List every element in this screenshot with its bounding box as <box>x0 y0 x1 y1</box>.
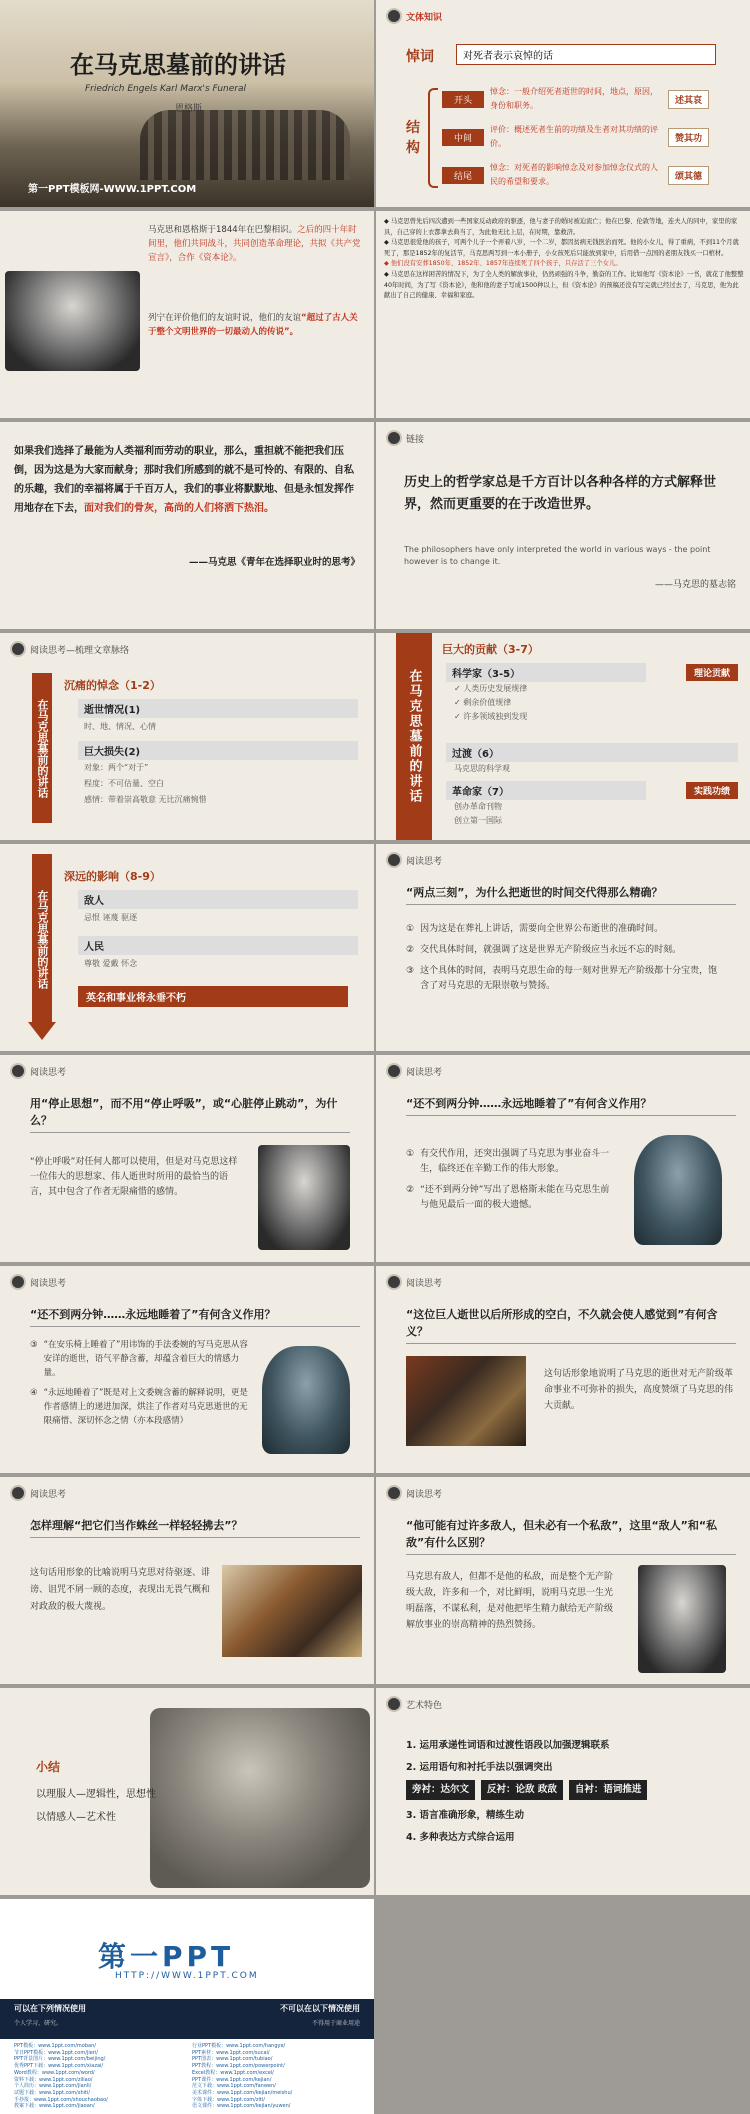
outline-people: 人民 尊敬 爱戴 怀念 <box>78 936 358 973</box>
slide-q-sleep <box>376 1055 750 1262</box>
answer-text: 马克思有敌人，但都不是他的私敌，而是整个无产阶级大敌，许多和一个，对比鲜明，说明马克思一生光明磊落，不谋私利，是对他把毕生精力献给无产阶级解放事业的崇高精神的热烈赞扬。 <box>406 1572 614 1630</box>
career-text: 如果我们选择了最能为人类福利而劳动的职业，那么，重担就不能把我们压倒，因为这是为大家而献身；那时我们所感到的就不是可怜的、有限的、自私的乐趣，我们的幸福将属于千百万人，我们的事业将默默地、但是永恒发挥作用地存在下去，面对我们的骨灰，高尚的人们将洒下热泪。 <box>14 446 354 514</box>
marx-portrait <box>638 1565 726 1673</box>
epitaph-source: ——马克思的墓志铭 <box>654 580 736 590</box>
outline-enemy: 敌人 忌恨 诬蔑 驱逐 <box>78 890 358 927</box>
slide-q-enemy <box>376 1477 750 1684</box>
list-item: 4. 多种表达方式综合运用 <box>406 1832 515 1843</box>
slide-header: 艺术特色 <box>386 1696 442 1712</box>
list-item: ◆ 他们没有安葬1850年、1852年、1857年连续死了四个孩子，只存活了三个女儿。 <box>384 260 622 268</box>
summary-line-1: 以理服人—逻辑性，思想性 <box>36 1789 156 1800</box>
answer-list <box>406 922 726 1000</box>
side-title: 在马克思墓前的讲话 <box>32 673 52 823</box>
slide-hardship <box>376 211 750 418</box>
slide-header: 阅读思考 <box>10 1485 66 1501</box>
answer-text: 这句话用形象的比喻说明马克思对待驱逐、诽谤、诅咒不屑一顾的态度，表现出无畏气概和对政敌的极大蔑视。 <box>30 1568 211 1612</box>
outline-proc: 过渡（6） 马克思的科学观 <box>446 743 738 776</box>
structure-row: 开头 悼念：一般介绍死者逝世的时间，地点，原因，身份和职务。 述其哀 <box>442 80 742 118</box>
quote-source: ——马克思《青年在选择职业时的思考》 <box>188 557 360 568</box>
slide-q-sleep-2 <box>0 1266 374 1473</box>
slide-q-thinking <box>0 1055 374 1262</box>
answer-text: 这句话形象地说明了马克思的逝世对无产阶级革命事业不可弥补的损失，高度赞颂了马克思的伟大贡献。 <box>544 1369 734 1411</box>
lenin-quote: 列宁在评价他们的友谊时说，他们的友谊“超过了古人关于整个文明世界的一切最动人的传说”。 <box>148 313 358 337</box>
marx-engels-portrait <box>5 271 140 371</box>
marx-avatar-icon <box>386 8 402 24</box>
marx-avatar-icon <box>10 1485 26 1501</box>
slide-header: 阅读思考—梳理文章脉络 <box>10 641 129 657</box>
answer-list <box>406 1147 616 1219</box>
marx-avatar-icon <box>386 1696 402 1712</box>
summary-line-2: 以情感人—艺术性 <box>36 1812 116 1823</box>
slide-header: 阅读思考 <box>386 852 442 868</box>
crowd-illustration <box>140 110 350 180</box>
page-title: 在马克思墓前的讲话 <box>70 50 286 79</box>
question: “两点三刻”，为什么把逝世的时间交代得那么精确？ <box>406 884 736 905</box>
marx-avatar-icon <box>386 1063 402 1079</box>
list-item: ① 因为这是在葬礼上讲话，需要向全世界公布逝世的准确时间。 <box>406 924 664 934</box>
slide-career-quote <box>0 422 374 629</box>
slide-art <box>376 1688 750 1895</box>
links-left: PPT模板：www.1ppt.com/moban/ 节日PPT模板：www.1ppt.com/jieri/ PPT背景图片：www.1ppt.com/beijing/ 优秀PPT下载：www.1ppt.com/xiazai/ Word教程：www.1ppt.com/word/ 资料下载：www.1ppt.com/ziliao/ 个人简历：www.1ppt.com/jianli/ 试题下载：www.1ppt.com/shiti/ 手抄报：www.1ppt.com/shouchaobao/ 教案下载：www.1ppt.com/jiaoan/ <box>14 2043 108 2110</box>
structure-row: 中间 评价：概述死者生前的功绩及生者对其功绩的评价。 赞其功 <box>442 118 742 156</box>
slide-credits <box>0 1899 374 2114</box>
answer-list <box>30 1338 250 1434</box>
marx-writing-image <box>150 1708 370 1888</box>
question: “还不到两分钟……永远地睡着了”有何含义作用？ <box>30 1306 360 1327</box>
structure-row: 结尾 悼念：对死者的影响悼念及对参加悼念仪式的人民的希望和要求。 颂其德 <box>442 156 742 194</box>
down-arrow-icon <box>28 1022 56 1040</box>
slide-q-time <box>376 844 750 1051</box>
author: 恩格斯 <box>175 104 203 114</box>
list-item: ③ “在安乐椅上睡着了”用讳饰的手法委婉的写马克思从容安详的逝世，语气平静含蓄，却蕴含着巨大的情感力量。 <box>30 1340 248 1378</box>
list-item: ④ “永远地睡着了”既是对上文委婉含蓄的解释说明，更是作者感情上的递进加深，烘注了作者对马克思逝世的无限痛惜、深切怀念之情（亦本段感情） <box>30 1388 248 1426</box>
meeting-painting <box>222 1565 362 1657</box>
art-list <box>406 1738 726 1846</box>
outline-rev: 革命家（7） 实践功绩 创办革命刊物 创立第一国际 <box>446 781 738 828</box>
structure-label: 结构 <box>406 120 420 156</box>
slide-outline-1 <box>0 633 374 840</box>
summary-title: 小结 <box>36 1760 61 1774</box>
immortal-banner: 英名和事业将永垂不朽 <box>78 986 348 1007</box>
title-en: Friedrich Engels Karl Marx's Funeral <box>85 84 246 94</box>
list-item: 2. 运用语句和衬托手法以强调突出 <box>406 1762 553 1773</box>
section-title: 深远的影响（8-9） <box>64 870 161 883</box>
side-title: 在马克思墓前的讲话 <box>32 854 52 1024</box>
crowd-painting <box>406 1356 526 1446</box>
question: 怎样理解“把它们当作蛛丝一样轻轻拂去”？ <box>30 1517 360 1538</box>
marx-avatar-icon <box>386 852 402 868</box>
slide-title <box>0 0 374 207</box>
slide-q-cobweb <box>0 1477 374 1684</box>
brand-logo: 第一PPT <box>98 1940 235 1973</box>
outline-block-b: 巨大损失(2) 对象：两个“对于” 程度：不可估量、空白 感情：带着崇高敬意 无比沉痛惋惜 <box>78 741 358 808</box>
check-item: ✓ 剩余价值规律 <box>454 698 512 707</box>
check-item: ✓ 许多领域独到发现 <box>454 712 528 721</box>
marx-avatar-icon <box>386 1485 402 1501</box>
marx-avatar-icon <box>10 1063 26 1079</box>
question: “他可能有过许多敌人，但未必有一个私敌”，这里“敌人”和“私敌”有什么区别？ <box>406 1517 736 1555</box>
slide-epitaph <box>376 422 750 629</box>
slide-header: 文体知识 <box>386 8 442 24</box>
section-title: 沉痛的悼念（1-2） <box>64 679 161 692</box>
slide-genre <box>376 0 750 207</box>
outline-block-a: 逝世情况(1) 时、地、情况、心情 <box>78 699 358 736</box>
slide-q-blank <box>376 1266 750 1473</box>
hardship-list <box>384 217 744 302</box>
site-label: 第一PPT模板网-WWW.1PPT.COM <box>28 184 197 195</box>
slide-summary <box>0 1688 374 1895</box>
slide-header: 阅读思考 <box>386 1485 442 1501</box>
friendship-text: 马克思和恩格斯于1844年在巴黎相识。之后的四十年时间里，他们共同战斗，共同创造革命理论，共拟《共产党宣言》，合作《资本论》。 <box>148 225 361 263</box>
section-title: 巨大的贡献（3-7） <box>442 643 539 656</box>
list-item: ◆ 马克思在这样困苦的情况下，为了全人类的解放事业，仍然顽强的斗争，勤奋的工作。比如他写《资本论》一书，就花了他整整40年时间，为了写《资本论》，他和他的妻子写成1500种以上，但《资本论》的预稿还没有写完就已经过去了，马克思，他为此献出了自己的健康、幸福和家庭。 <box>384 270 744 300</box>
list-item: ① 有交代作用，还突出强调了马克思为事业奋斗一生，临终还在辛勤工作的伟大形象。 <box>406 1149 610 1174</box>
tag-row: 旁衬：达尔文 反衬：论敌 政敌 自衬：语词推进 <box>406 1780 726 1800</box>
structure-rows <box>442 80 742 194</box>
outline-sci: 科学家（3-5） 理论贡献 ✓ 人类历史发展规律 ✓ 剩余价值规律 ✓ 许多领域独到发现 <box>446 663 738 724</box>
term-definition: 对死者表示哀悼的话 <box>456 44 716 65</box>
marx-portrait <box>258 1145 350 1250</box>
slide-header: 链接 <box>386 430 424 446</box>
slide-friendship <box>0 211 374 418</box>
structure-brace <box>428 88 438 188</box>
list-item: 3. 语言准确形象，精练生动 <box>406 1810 525 1821</box>
slide-header: 阅读思考 <box>386 1274 442 1290</box>
epitaph-quote: 历史上的哲学家总是千方百计以各种各样的方式解释世界，然而更重要的在于改造世界。 <box>404 475 717 512</box>
answer-text: “停止呼吸”对任何人都可以使用，但是对马克思这样一位伟大的思想家、伟人逝世时所用的最恰当的语言，其中包含了作者无限痛惜的感情。 <box>30 1157 238 1197</box>
check-item: ✓ 人类历史发展规律 <box>454 684 528 693</box>
slide-outline-3 <box>0 844 374 1051</box>
marx-bust <box>634 1135 722 1245</box>
marx-bust <box>262 1346 350 1454</box>
slide-header: 阅读思考 <box>386 1063 442 1079</box>
slide-header: 阅读思考 <box>10 1063 66 1079</box>
question: “还不到两分钟……永远地睡着了”有何含义作用？ <box>406 1095 736 1116</box>
marx-avatar-icon <box>10 641 26 657</box>
side-title: 在马克思墓前的讲话 <box>396 633 432 840</box>
list-item: ② 交代具体时间，就强调了这是世界无产阶级应当永远不忘的时刻。 <box>406 945 682 955</box>
list-item: ③ 这个具体的时间，表明马克思生命的每一刻对世界无产阶级都十分宝贵，饱含了对马克思的无限崇敬与赞扬。 <box>406 966 718 991</box>
marx-avatar-icon <box>10 1274 26 1290</box>
links-right: 行业PPT模板：www.1ppt.com/hangye/ PPT素材：www.1ppt.com/sucai/ PPT图表：www.1ppt.com/tubiao/ PPT教程：www.1ppt.com/powerpoint/ Excel教程：www.1ppt.com/excel/ PPT课件：www.1ppt.com/kejian/ 范文下载：www.1ppt.com/fanwen/ 美术课件：www.1ppt.com/kejian/meishu/ 字体下载：www.1ppt.com/ziti/ 语文课件：www.1ppt.com/kejian/yuwen/ <box>192 2043 293 2110</box>
list-item: ◆ 马克思曾先后四次遭到一些国家反动政府的驱逐，他与妻子的婚时被迫流亡；他在巴黎、伦敦等地，连夫人的同中，家里的家具，自己穿的上衣都拿去典当了，为此他无比上层，在时期，靠救济。 <box>384 218 738 236</box>
question: 用“停止思想”，而不用“停止呼吸”，或“心脏停止跳动”，为什么？ <box>30 1095 350 1133</box>
list-item: ◆ 马克思很爱他的孩子，可两个儿子一个弄着八岁，一个二岁，都因贫病无钱医治而死。他的小女儿，得了重病，不到11个月就死了，那是1852年的复活节，马克思两写到一本小册子，小女孩死后只能放到家中，后用借一点国的老朋友钱买一口棺材。 <box>384 239 739 257</box>
list-item: ② “还不到两分钟”写出了恩格斯未能在马克思生前与他见最后一面的极大遗憾。 <box>406 1185 610 1210</box>
slide-header: 阅读思考 <box>10 1274 66 1290</box>
marx-avatar-icon <box>386 1274 402 1290</box>
slide-outline-2 <box>376 633 750 840</box>
marx-avatar-icon <box>386 430 402 446</box>
list-item: 1. 运用承递性词语和过渡性语段以加强逻辑联系 <box>406 1740 610 1751</box>
question: “这位巨人逝世以后所形成的空白，不久就会使人感觉到”有何含义？ <box>406 1306 736 1344</box>
usage-panel: 可以在下列情况使用 不可以在以下情况使用 个人学习、研究。 不得用于商业用途 <box>0 1999 374 2039</box>
epitaph-en: The philosophers have only interpreted the world in various ways - the point however is to change it. <box>404 545 711 566</box>
brand-url[interactable]: HTTP://WWW.1PPT.COM <box>115 1971 259 1981</box>
term-label: 悼词 <box>406 49 434 65</box>
